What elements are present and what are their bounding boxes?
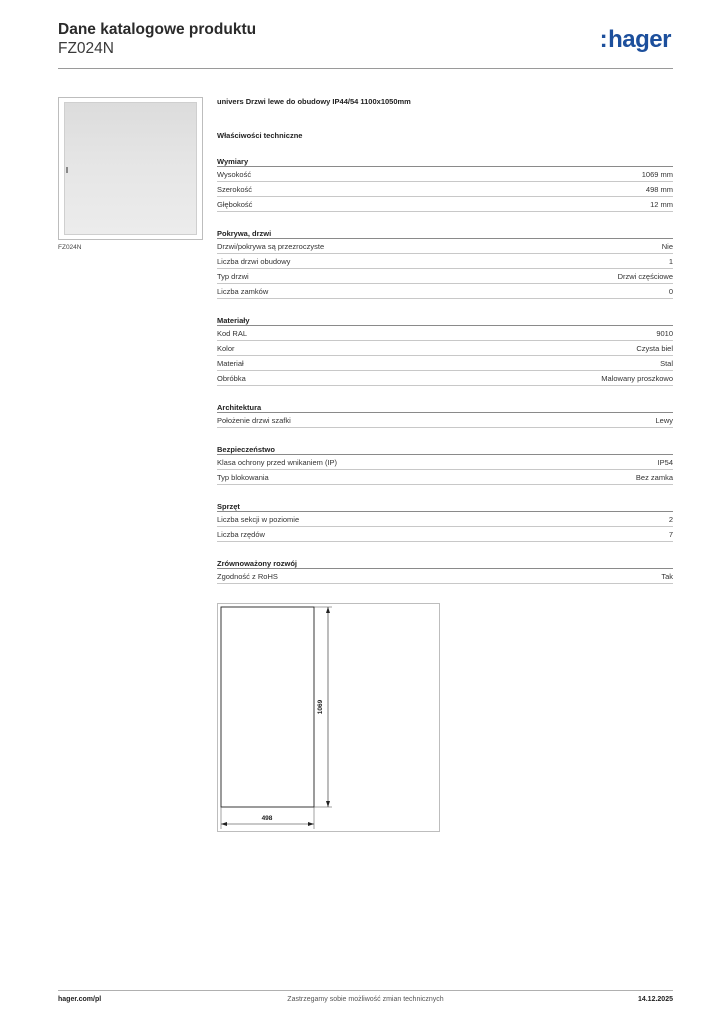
spec-section [217, 558, 673, 584]
spec-label: Kod RAL [217, 328, 248, 338]
spec-row [217, 269, 673, 284]
spec-value: Drzwi częściowe [617, 271, 673, 281]
spec-row [217, 341, 673, 356]
spec-row [217, 470, 673, 485]
section-title: Pokrywa, drzwi [217, 228, 673, 239]
spec-section [217, 156, 673, 212]
door-dimension-drawing [218, 604, 439, 831]
spec-value: Bez zamka [635, 472, 673, 482]
spec-label: Kolor [217, 343, 235, 353]
height-arrow-top [326, 607, 330, 613]
spec-row [217, 356, 673, 371]
spec-value: 1 [668, 256, 673, 266]
section-title: Sprzęt [217, 501, 673, 512]
spec-section [217, 228, 673, 299]
footer-notice: Zastrzegamy sobie możliwość zmian technicznych [287, 996, 444, 1003]
section-title: Bezpieczeństwo [217, 444, 673, 455]
technical-drawing [217, 603, 440, 832]
width-arrow-right [308, 822, 314, 826]
spec-value: 1069 mm [641, 169, 673, 179]
section-title: Architektura [217, 402, 673, 413]
spec-label: Obróbka [217, 373, 246, 383]
spec-value: 0 [668, 286, 673, 296]
page-footer [58, 996, 673, 1010]
spec-value: 498 mm [645, 184, 673, 194]
spec-value: Stal [660, 358, 673, 368]
width-arrow-left [221, 822, 227, 826]
spec-row [217, 371, 673, 386]
logo-colon: : [599, 26, 608, 53]
spec-sections [217, 156, 673, 584]
spec-label: Typ blokowania [217, 472, 269, 482]
footer-divider [58, 990, 673, 991]
spec-value: 9010 [656, 328, 673, 338]
section-title: Wymiary [217, 156, 673, 167]
spec-value: Tak [661, 571, 673, 581]
spec-label: Liczba drzwi obudowy [217, 256, 291, 266]
spec-label: Liczba sekcji w poziomie [217, 514, 300, 524]
spec-label: Wysokość [217, 169, 252, 179]
spec-label: Położenie drzwi szafki [217, 415, 291, 425]
spec-section [217, 402, 673, 428]
thumbnail-caption: FZ024N [58, 244, 82, 251]
spec-row [217, 527, 673, 542]
spec-label: Drzwi/pokrywa są przezroczyste [217, 241, 325, 251]
door-hinge-mark [66, 167, 68, 173]
spec-row [217, 326, 673, 341]
spec-row [217, 284, 673, 299]
height-label: 1069 [317, 699, 324, 715]
tech-properties-heading: Właściwości techniczne [217, 131, 303, 140]
spec-section [217, 444, 673, 485]
spec-label: Głębokość [217, 199, 253, 209]
document-title: Dane katalogowe produktu [58, 21, 257, 38]
spec-row [217, 512, 673, 527]
door-image [64, 102, 197, 235]
spec-row [217, 254, 673, 269]
spec-label: Materiał [217, 358, 244, 368]
product-description: univers Drzwi lewe do obudowy IP44/54 1100x1050mm [217, 97, 411, 106]
hager-logo [600, 26, 671, 54]
spec-value: 12 mm [650, 199, 673, 209]
logo-text: hager [608, 26, 671, 53]
spec-value: Lewy [655, 415, 673, 425]
spec-label: Liczba rzędów [217, 529, 265, 539]
spec-label: Klasa ochrony przed wnikaniem (IP) [217, 457, 338, 467]
spec-value: 7 [668, 529, 673, 539]
spec-value: Nie [661, 241, 673, 251]
product-code: FZ024N [58, 40, 114, 57]
header-divider [58, 68, 673, 69]
spec-value: 2 [668, 514, 673, 524]
spec-row [217, 413, 673, 428]
page-header [58, 20, 673, 68]
spec-label: Szerokość [217, 184, 253, 194]
spec-row [217, 182, 673, 197]
section-title: Materiały [217, 315, 673, 326]
spec-value: IP54 [657, 457, 673, 467]
product-thumbnail [58, 97, 203, 240]
spec-value: Czysta biel [636, 343, 673, 353]
spec-row [217, 239, 673, 254]
spec-row [217, 167, 673, 182]
spec-row [217, 197, 673, 212]
section-title: Zrównoważony rozwój [217, 558, 673, 569]
spec-label: Liczba zamków [217, 286, 269, 296]
width-label: 498 [261, 815, 273, 822]
spec-row [217, 569, 673, 584]
spec-content [217, 97, 673, 615]
footer-date: 14.12.2025 [637, 996, 673, 1003]
spec-row [217, 455, 673, 470]
spec-value: Malowany proszkowo [601, 373, 673, 383]
door-outline [221, 607, 314, 807]
spec-section [217, 315, 673, 386]
height-arrow-bottom [326, 801, 330, 807]
spec-label: Zgodność z RoHS [217, 571, 278, 581]
spec-section [217, 501, 673, 542]
spec-label: Typ drzwi [217, 271, 249, 281]
footer-website-link[interactable]: hager.com/pl [58, 996, 102, 1003]
